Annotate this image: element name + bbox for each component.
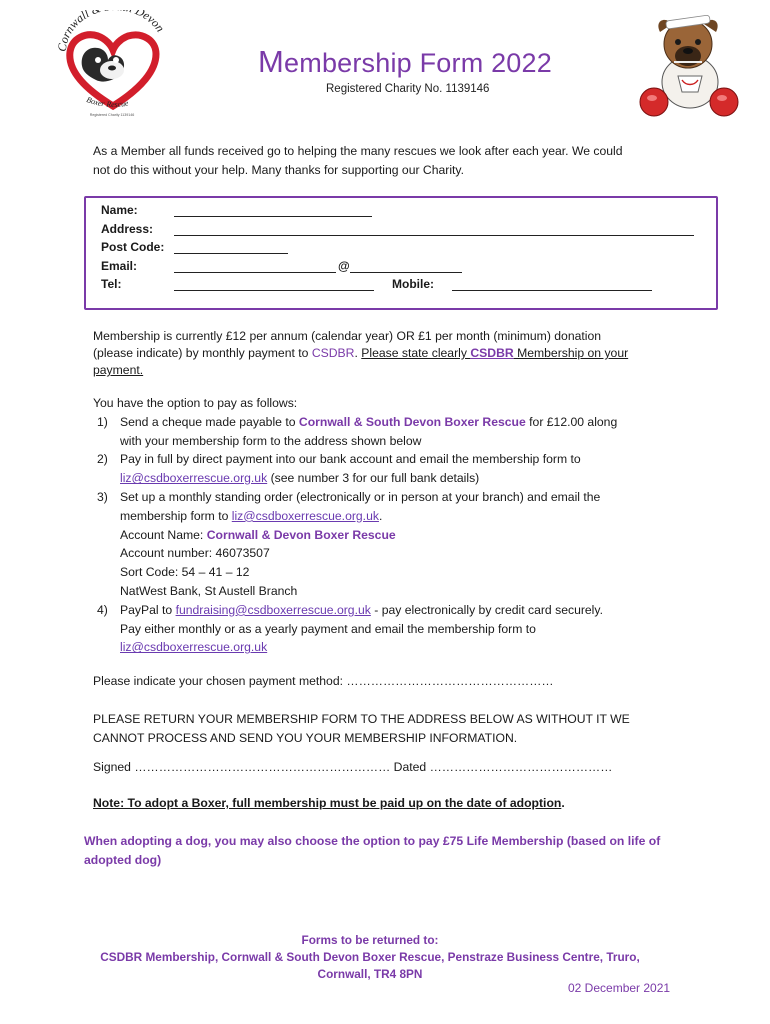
email-user-field[interactable] [174,272,336,273]
membership-info [93,328,673,379]
postcode-label: Post Code: [101,240,165,254]
state-clearly-a: Please state clearly [361,346,471,360]
intro-line-2: not do this without your help. Many thanks for supporting our Charity. [93,163,465,177]
member-details-box [84,196,718,310]
logo-top-text: Cornwall Devon [54,10,168,53]
mobile-label: Mobile: [392,277,434,291]
option-3-email-link[interactable]: liz@csdboxerrescue.org.uk [231,508,379,523]
name-label: Name: [101,203,138,217]
option-3-line-2 [120,507,693,526]
adoption-note-end: . [561,796,565,810]
option-1-org: Cornwall & South Devon Boxer Rescue [298,414,526,429]
option-3-text-b: membership form to [120,508,232,523]
option-1 [93,413,693,451]
option-1-number: 1) [97,414,108,429]
life-membership-note [84,832,704,870]
option-4-text-a: PayPal to [120,602,176,617]
document-date: 02 December 2021 [568,981,671,995]
payment-options [93,394,693,657]
option-2-line-2 [120,469,693,488]
option-4-paypal-link[interactable]: fundraising@csdboxerrescue.org.uk [175,602,371,617]
option-1-line-1 [120,413,693,432]
org-abbreviation: CSDBR [311,346,355,360]
option-4-number: 4) [97,602,108,617]
signature-line[interactable]: Signed ……………………………………………………… Dated ……………………………………… [93,760,613,774]
membership-line-2b: . [354,346,362,360]
state-clearly-c: Membership on your [513,346,629,360]
option-4-email-link[interactable]: liz@csdboxerrescue.org.uk [120,640,268,655]
logo-tagline: Registered Charity 1139146 [89,113,135,117]
option-1-text-b: for £12.00 along [525,414,618,429]
return-notice [93,710,673,748]
email-domain-field[interactable] [350,272,462,273]
life-membership-line-1: When adopting a dog, you may also choose the option to pay £75 Life Membership (based on life of [84,834,661,848]
option-2 [93,450,693,488]
intro-paragraph [93,142,673,180]
intro-line-1: As a Member all funds received go to helping the many rescues we look after each year. We could [93,144,623,158]
charity-number: Registered Charity No. 1139146 [326,83,490,95]
name-field[interactable] [174,216,372,217]
title-initial: M [258,44,285,79]
logo-bottom-text: Boxer Rescue [85,95,130,110]
return-address-block [60,932,680,983]
bank-branch: NatWest Bank, St Austell Branch [120,583,298,598]
option-2-text-b: (see number 3 for our full bank details) [267,471,480,486]
option-4-text-b: - pay electronically by credit card securely. [370,602,603,617]
option-4 [93,601,693,657]
tel-label: Tel: [101,277,122,291]
return-notice-line-1: PLEASE RETURN YOUR MEMBERSHIP FORM TO THE ADDRESS BELOW AS WITHOUT IT WE [93,712,630,726]
membership-line-1: Membership is currently £12 per annum (calendar year) OR £1 per month (minimum) donation [93,329,602,343]
title-rest: embership Form 2022 [284,48,552,78]
account-name-value: Cornwall & Devon Boxer Rescue [206,527,396,542]
adoption-note-text: Note: To adopt a Boxer, full membership must be paid up on the date of adoption [93,796,562,810]
email-at-sign: @ [338,259,350,273]
option-2-number: 2) [97,452,108,467]
postcode-field[interactable] [174,253,288,254]
boxer-dog-illustration-icon [632,6,742,120]
mobile-field[interactable] [452,290,652,291]
option-3-text-c: . [378,508,383,523]
return-heading: Forms to be returned to: [301,933,439,947]
return-address-line-1: CSDBR Membership, Cornwall & South Devon Boxer Rescue, Penstraze Business Centre, Truro, [100,950,640,964]
payment-method-prompt[interactable]: Please indicate your chosen payment method: …………………………………………… [93,674,554,688]
tel-field[interactable] [174,290,374,291]
options-intro: You have the option to pay as follows: [93,396,298,410]
adoption-note [93,796,565,810]
page-title [258,44,552,80]
address-field[interactable] [174,235,694,236]
payment-word: payment. [93,363,144,377]
option-2-line-1: Pay in full by direct payment into our bank account and email the membership form to [120,452,581,467]
life-membership-line-2: adopted dog) [84,853,162,867]
charity-logo [52,10,174,122]
option-4-line-2: Pay either monthly or as a yearly payment and email the membership form to [120,621,536,636]
sort-code: Sort Code: 54 – 41 – 12 [120,565,250,580]
account-name-label: Account Name: [120,527,207,542]
email-label: Email: [101,259,138,273]
heart-logo-icon [52,10,174,122]
option-2-email-link[interactable]: liz@csdboxerrescue.org.uk [120,471,268,486]
option-1-line-2: with your membership form to the address shown below [120,433,422,448]
option-4-line-1 [120,601,693,620]
account-name-line [120,526,693,545]
option-4-line-3 [120,638,693,657]
membership-line-2 [93,345,673,362]
return-notice-line-2: CANNOT PROCESS AND SEND YOU YOUR MEMBERSHIP INFORMATION. [93,731,518,745]
option-3-number: 3) [97,489,108,504]
membership-line-2a: (please indicate) by monthly payment to [93,346,312,360]
state-clearly-b: CSDBR [470,346,514,360]
option-1-text-a: Send a cheque made payable to [120,414,299,429]
option-3-line-1: Set up a monthly standing order (electronically or in person at your branch) and email the [120,489,601,504]
boxer-mascot [632,6,742,120]
account-number: Account number: 46073507 [120,546,270,561]
address-label: Address: [101,222,154,236]
option-3 [93,488,693,601]
return-address-line-2: Cornwall, TR4 8PN [317,967,423,981]
